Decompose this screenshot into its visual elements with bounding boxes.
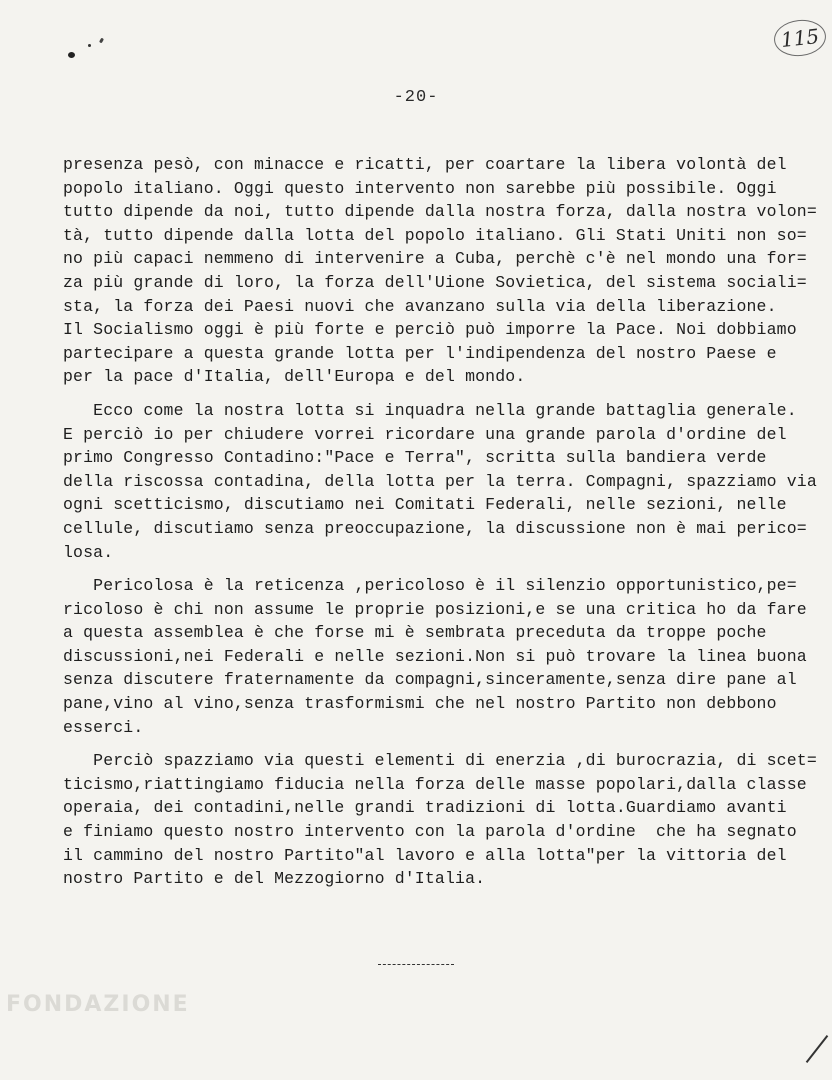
text-line: pane,vino al vino,senza trasformismi che nel nostro Partito non debbono xyxy=(63,694,777,714)
text-line: operaia, dei contadini,nelle grandi tradizioni di lotta.Guardiamo avanti xyxy=(63,798,787,818)
text-line: Perciò spazziamo via questi elementi di enerzia ,di burocrazia, di scet= xyxy=(63,751,817,771)
text-line: Il Socialismo oggi è più forte e perciò può imporre la Pace. Noi dobbiamo xyxy=(63,320,797,340)
text-line: no più capaci nemmeno di intervenire a Cuba, perchè c'è nel mondo una for= xyxy=(63,249,807,269)
text-line: il cammino del nostro Partito"al lavoro e alla lotta"per la vittoria del xyxy=(63,845,787,865)
corner-pen-mark xyxy=(806,1035,829,1063)
text-line: per la pace d'Italia, dell'Europa e del mondo. xyxy=(63,367,526,387)
paragraph-gap xyxy=(63,564,803,574)
paragraph xyxy=(63,153,817,389)
paragraph xyxy=(63,749,817,891)
text-line: e finiamo questo nostro intervento con la parola d'ordine che ha segnato xyxy=(63,822,797,842)
text-line: partecipare a questa grande lotta per l'indipendenza del nostro Paese e xyxy=(63,343,777,363)
text-line: primo Congresso Contadino:"Pace e Terra", scritta sulla bandiera verde xyxy=(63,448,767,468)
text-line: sta, la forza dei Paesi nuovi che avanzano sulla via della liberazione. xyxy=(63,296,777,316)
text-line: E perciò io per chiudere vorrei ricordare una grande parola d'ordine del xyxy=(63,424,787,444)
text-line: senza discutere fraternamente da compagni,sinceramente,senza dire pane al xyxy=(63,670,797,690)
text-line: Ecco come la nostra lotta si inquadra nella grande battaglia generale. xyxy=(63,400,797,420)
ink-blot xyxy=(68,52,75,58)
ink-dot xyxy=(88,44,91,47)
paragraph xyxy=(63,399,817,564)
text-line: a questa assemblea è che forse mi è sembrata preceduta da troppe poche xyxy=(63,623,767,643)
text-line: losa. xyxy=(63,542,114,562)
text-line: ogni scetticismo, discutiamo nei Comitati Federali, nelle sezioni, nelle xyxy=(63,495,787,515)
text-line: Pericolosa è la reticenza ,pericoloso è il silenzio opportunistico,pe= xyxy=(63,576,797,596)
text-line: della riscossa contadina, della lotta per la terra. Compagni, spazziamo via xyxy=(63,471,817,491)
text-line: presenza pesò, con minacce e ricatti, per coartare la libera volontà del xyxy=(63,155,787,174)
text-line: nostro Partito e del Mezzogiorno d'Italia. xyxy=(63,869,486,889)
text-line: ricoloso è chi non assume le proprie posizioni,e se una critica ho da fare xyxy=(63,599,807,619)
text-line: za più grande di loro, la forza dell'Uione Sovietica, del sistema sociali= xyxy=(63,272,807,292)
archive-watermark: FONDAZIONE xyxy=(6,992,190,1017)
text-line: esserci. xyxy=(63,717,144,737)
paragraph-gap xyxy=(63,389,803,399)
text-line: tà, tutto dipende dalla lotta del popolo italiano. Gli Stati Uniti non so= xyxy=(63,225,807,245)
text-line: popolo italiano. Oggi questo intervento non sarebbe più possibile. Oggi xyxy=(63,178,777,198)
archive-number-text: 115 xyxy=(779,24,821,52)
text-line: discussioni,nei Federali e nelle sezioni.Non si può trovare la linea buona xyxy=(63,646,807,666)
end-rule xyxy=(378,964,454,965)
ink-tick xyxy=(99,38,104,44)
paragraph-gap xyxy=(63,739,803,749)
archive-number xyxy=(772,17,827,58)
text-line: cellule, discutiamo senza preoccupazione, la discussione non è mai perico= xyxy=(63,518,807,538)
body-text xyxy=(63,153,817,891)
paragraph xyxy=(63,574,807,739)
text-line: ticismo,riattingiamo fiducia nella forza delle masse popolari,dalla classe xyxy=(63,774,807,794)
text-line: tutto dipende da noi, tutto dipende dalla nostra forza, dalla nostra volon= xyxy=(63,202,817,222)
page-number: -20- xyxy=(393,88,439,107)
